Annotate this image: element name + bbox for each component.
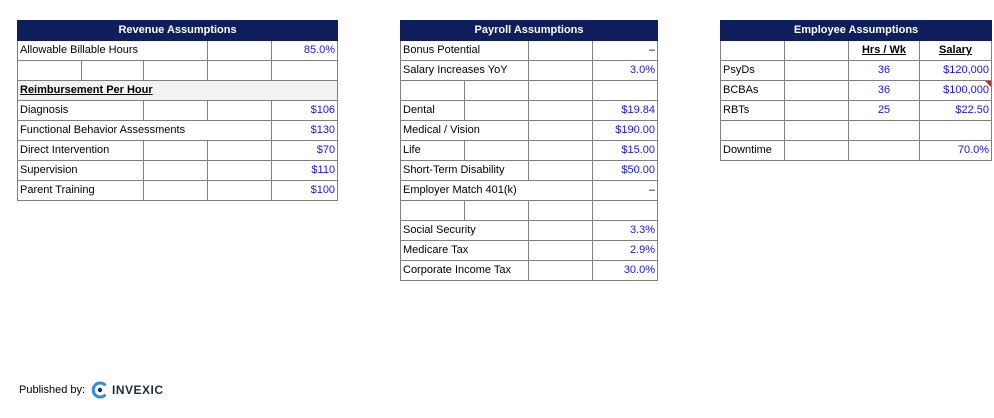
empty-cell[interactable] bbox=[529, 81, 593, 101]
benefit-value-medical[interactable]: $190.00 bbox=[593, 121, 658, 141]
rate-label-direct-intervention[interactable]: Direct Intervention bbox=[18, 141, 144, 161]
benefit-value-dental[interactable]: $19.84 bbox=[593, 101, 658, 121]
billable-hours-value[interactable]: 85.0% bbox=[272, 41, 338, 61]
rate-label-diagnosis[interactable]: Diagnosis bbox=[18, 101, 144, 121]
empty-cell[interactable] bbox=[785, 61, 849, 81]
empty-cell[interactable] bbox=[529, 141, 593, 161]
empty-cell[interactable] bbox=[208, 181, 272, 201]
reimbursement-section-label[interactable]: Reimbursement Per Hour bbox=[18, 81, 338, 101]
benefit-value-std[interactable]: $50.00 bbox=[593, 161, 658, 181]
empty-cell[interactable] bbox=[785, 101, 849, 121]
rate-value-fba[interactable]: $130 bbox=[272, 121, 338, 141]
empty-cell[interactable] bbox=[529, 241, 593, 261]
benefit-label-std[interactable]: Short-Term Disability bbox=[401, 161, 529, 181]
downtime-label[interactable]: Downtime bbox=[721, 141, 785, 161]
invexic-brand-text: INVEXIC bbox=[112, 383, 164, 397]
empty-cell[interactable] bbox=[208, 141, 272, 161]
rate-value-diagnosis[interactable]: $106 bbox=[272, 101, 338, 121]
rate-label-supervision[interactable]: Supervision bbox=[18, 161, 144, 181]
downtime-value[interactable]: 70.0% bbox=[920, 141, 992, 161]
empty-cell[interactable] bbox=[721, 121, 785, 141]
empty-cell[interactable] bbox=[401, 81, 465, 101]
empty-cell[interactable] bbox=[785, 41, 849, 61]
empty-cell[interactable] bbox=[401, 201, 465, 221]
empty-cell[interactable] bbox=[721, 41, 785, 61]
empty-cell[interactable] bbox=[920, 121, 992, 141]
invexic-logo-icon bbox=[91, 381, 109, 399]
rate-label-fba[interactable]: Functional Behavior Assessments bbox=[18, 121, 272, 141]
employee-salary-bcbas[interactable]: $100,000 bbox=[920, 81, 992, 101]
rate-label-parent-training[interactable]: Parent Training bbox=[18, 181, 144, 201]
bonus-label[interactable]: Bonus Potential bbox=[401, 41, 529, 61]
payroll-title[interactable]: Payroll Assumptions bbox=[401, 21, 658, 41]
empty-cell[interactable] bbox=[785, 121, 849, 141]
empty-cell[interactable] bbox=[82, 61, 144, 81]
empty-cell[interactable] bbox=[785, 141, 849, 161]
employee-label-psyds[interactable]: PsyDs bbox=[721, 61, 785, 81]
tax-value-social-security[interactable]: 3.3% bbox=[593, 221, 658, 241]
empty-cell[interactable] bbox=[208, 161, 272, 181]
empty-cell[interactable] bbox=[465, 81, 529, 101]
empty-cell[interactable] bbox=[144, 181, 208, 201]
tax-label-social-security[interactable]: Social Security bbox=[401, 221, 529, 241]
empty-cell[interactable] bbox=[785, 81, 849, 101]
employee-label-bcbas[interactable]: BCBAs bbox=[721, 81, 785, 101]
employee-salary-rbts[interactable]: $22.50 bbox=[920, 101, 992, 121]
empty-cell[interactable] bbox=[593, 201, 658, 221]
tax-label-medicare[interactable]: Medicare Tax bbox=[401, 241, 529, 261]
empty-cell[interactable] bbox=[144, 61, 208, 81]
empty-cell[interactable] bbox=[465, 101, 529, 121]
hours-column-header[interactable]: Hrs / Wk bbox=[849, 41, 920, 61]
empty-cell[interactable] bbox=[529, 201, 593, 221]
billable-hours-label[interactable]: Allowable Billable Hours bbox=[18, 41, 208, 61]
invexic-logo bbox=[91, 381, 164, 399]
revenue-title[interactable]: Revenue Assumptions bbox=[18, 21, 338, 41]
empty-cell[interactable] bbox=[208, 41, 272, 61]
empty-cell[interactable] bbox=[272, 61, 338, 81]
empty-cell[interactable] bbox=[465, 141, 529, 161]
rate-value-parent-training[interactable]: $100 bbox=[272, 181, 338, 201]
employee-label-rbts[interactable]: RBTs bbox=[721, 101, 785, 121]
employee-title[interactable]: Employee Assumptions bbox=[721, 21, 992, 41]
empty-cell[interactable] bbox=[529, 221, 593, 241]
empty-cell[interactable] bbox=[849, 121, 920, 141]
employee-salary-psyds[interactable]: $120,000 bbox=[920, 61, 992, 81]
tax-value-medicare[interactable]: 2.9% bbox=[593, 241, 658, 261]
benefit-label-401k[interactable]: Employer Match 401(k) bbox=[401, 181, 593, 201]
empty-cell[interactable] bbox=[208, 101, 272, 121]
bonus-value[interactable]: – bbox=[593, 41, 658, 61]
empty-cell[interactable] bbox=[529, 61, 593, 81]
tax-value-corporate-income[interactable]: 30.0% bbox=[593, 261, 658, 281]
empty-cell[interactable] bbox=[144, 101, 208, 121]
benefit-label-life[interactable]: Life bbox=[401, 141, 465, 161]
empty-cell[interactable] bbox=[593, 81, 658, 101]
salary-column-header[interactable]: Salary bbox=[920, 41, 992, 61]
published-by-label: Published by: bbox=[19, 384, 86, 396]
benefit-label-dental[interactable]: Dental bbox=[401, 101, 465, 121]
empty-cell[interactable] bbox=[18, 61, 82, 81]
rate-value-direct-intervention[interactable]: $70 bbox=[272, 141, 338, 161]
payroll-assumptions-table bbox=[400, 20, 658, 281]
publisher-footer bbox=[19, 381, 164, 399]
benefit-value-life[interactable]: $15.00 bbox=[593, 141, 658, 161]
empty-cell[interactable] bbox=[529, 121, 593, 141]
empty-cell[interactable] bbox=[529, 101, 593, 121]
employee-hours-psyds[interactable]: 36 bbox=[849, 61, 920, 81]
employee-assumptions-table bbox=[720, 20, 992, 161]
tax-label-corporate-income[interactable]: Corporate Income Tax bbox=[401, 261, 529, 281]
empty-cell[interactable] bbox=[529, 161, 593, 181]
empty-cell[interactable] bbox=[465, 201, 529, 221]
employee-hours-bcbas[interactable]: 36 bbox=[849, 81, 920, 101]
rate-value-supervision[interactable]: $110 bbox=[272, 161, 338, 181]
empty-cell[interactable] bbox=[529, 261, 593, 281]
empty-cell[interactable] bbox=[849, 141, 920, 161]
benefit-label-medical[interactable]: Medical / Vision bbox=[401, 121, 529, 141]
empty-cell[interactable] bbox=[529, 41, 593, 61]
empty-cell[interactable] bbox=[208, 61, 272, 81]
employee-hours-rbts[interactable]: 25 bbox=[849, 101, 920, 121]
salary-increase-label[interactable]: Salary Increases YoY bbox=[401, 61, 529, 81]
salary-increase-value[interactable]: 3.0% bbox=[593, 61, 658, 81]
empty-cell[interactable] bbox=[144, 161, 208, 181]
empty-cell[interactable] bbox=[144, 141, 208, 161]
revenue-assumptions-table bbox=[17, 20, 338, 201]
benefit-value-401k[interactable]: – bbox=[593, 181, 658, 201]
